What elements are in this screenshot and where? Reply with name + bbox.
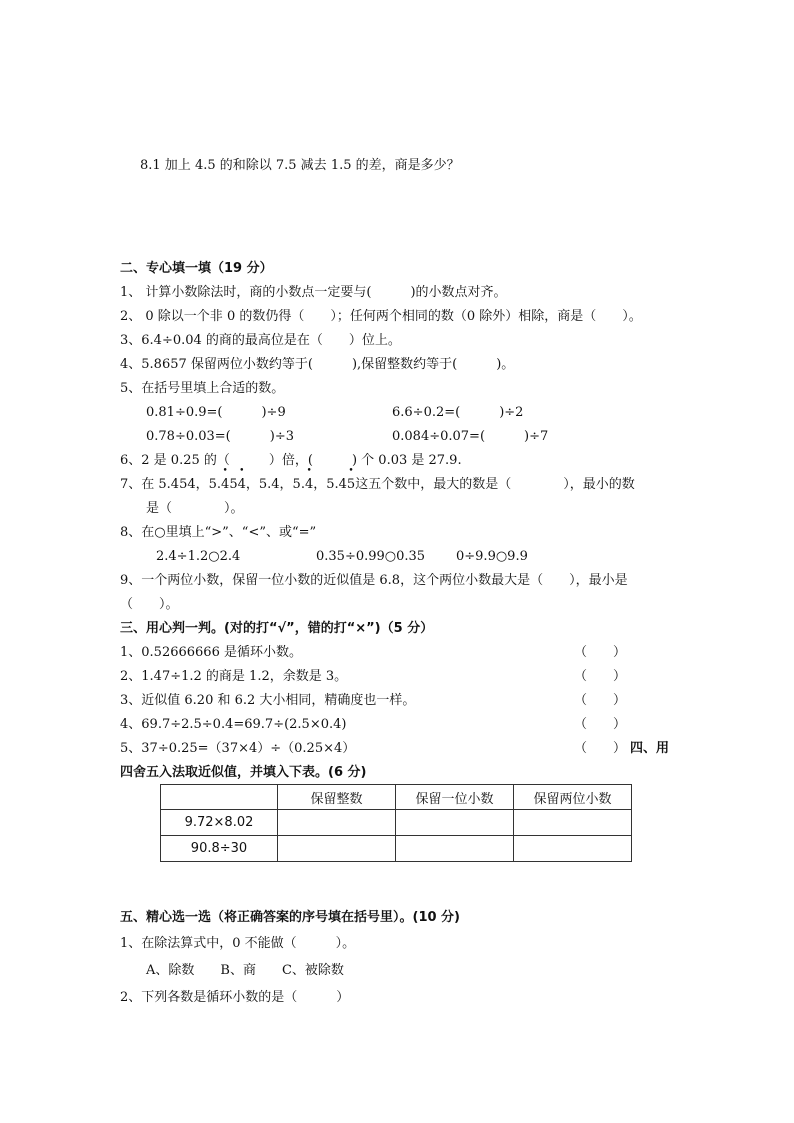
q7-prefix: 7、在 5.454，5. xyxy=(120,477,222,492)
s2-q5: 5、在括号里填上合适的数。 xyxy=(120,381,285,396)
s2-q5d: 0.084÷0.07=( )÷7 xyxy=(392,429,549,444)
section4-title: 四舍五入法取近似值，并填入下表。(6 分) xyxy=(120,765,367,780)
table-cell[interactable] xyxy=(278,836,396,862)
s2-q8: 8、在○里填上“>”、“<”、或“=” xyxy=(120,525,317,540)
q7-mid1: 5 xyxy=(229,477,238,492)
s2-q5a: 0.81÷0.9=( )÷9 xyxy=(146,405,286,420)
s3-bracket-3: （ ） xyxy=(574,693,627,708)
section3-title: 三、用心判一判。(对的打“√”，错的打“×”)（5 分） xyxy=(120,621,434,636)
s2-q5c: 0.78÷0.03=( )÷3 xyxy=(146,429,294,444)
table-cell[interactable] xyxy=(514,810,632,836)
table-cell[interactable] xyxy=(396,810,514,836)
q7-mid3: ，5.4 xyxy=(313,477,347,492)
table-header-cell: 保留一位小数 xyxy=(396,785,514,810)
s3-item-4: 4、69.7÷2.5÷0.4=69.7÷(2.5×0.4) xyxy=(120,717,347,732)
s3-bracket-5: （ ） xyxy=(574,741,627,756)
table-row xyxy=(161,810,632,836)
table-cell[interactable] xyxy=(514,836,632,862)
s2-q7 xyxy=(120,477,635,493)
repeating-digit: • 4 xyxy=(305,477,313,492)
s2-q6: 6、2 是 0.25 的（ ）倍，( ) 个 0.03 是 27.9. xyxy=(120,453,462,468)
table-cell[interactable] xyxy=(396,836,514,862)
section2-title: 二、专心填一填（19 分） xyxy=(120,261,273,276)
table-header-row xyxy=(161,785,632,810)
table-header-cell: 保留整数 xyxy=(278,785,396,810)
s3-bracket-4: （ ） xyxy=(574,717,627,732)
repeating-digit: • 4 xyxy=(221,477,229,492)
s2-q8c: 0÷9.9○9.9 xyxy=(456,549,528,564)
s2-q3: 3、6.4÷0.04 的商的最高位是在（ ）位上。 xyxy=(120,333,401,348)
s5-q1: 1、在除法算式中，0 不能做（ ）。 xyxy=(120,936,356,951)
s3-item-3: 3、近似值 6.20 和 6.2 大小相同，精确度也一样。 xyxy=(120,693,416,708)
s2-q2: 2、 0 除以一个非 0 的数仍得（ ）；任何两个相同的数（0 除外）相除，商是（ ）。 xyxy=(120,309,642,324)
table-cell: 9.72×8.02 xyxy=(161,810,278,836)
table-cell: 90.8÷30 xyxy=(161,836,278,862)
table-cell[interactable] xyxy=(278,810,396,836)
repeating-digit: • 4 xyxy=(238,477,246,492)
section5-title: 五、精心选一选（将正确答案的序号填在括号里）。(10 分) xyxy=(120,910,460,925)
q7-mid2: ，5.4，5. xyxy=(245,477,305,492)
s2-q8b: 0.35÷0.99○0.35 xyxy=(316,549,426,564)
s2-q5b: 6.6÷0.2=( )÷2 xyxy=(392,405,524,420)
repeating-digit: • 5 xyxy=(347,477,355,492)
s3-item-2: 2、1.47÷1.2 的商是 1.2，余数是 3。 xyxy=(120,669,348,684)
top-question: 8.1 加上 4.5 的和除以 7.5 减去 1.5 的差，商是多少？ xyxy=(140,158,460,173)
s2-q4: 4、5.8657 保留两位小数约等于( ),保留整数约等于( )。 xyxy=(120,357,515,372)
s5-q2: 2、下列各数是循环小数的是（ ） xyxy=(120,990,350,1005)
table-header-cell xyxy=(161,785,278,810)
s2-q9: 9、一个两位小数，保留一位小数的近似值是 6.8，这个两位小数最大是（ ），最小是 xyxy=(120,573,628,588)
table-header-cell: 保留两位小数 xyxy=(514,785,632,810)
s5-q1-options: A、除数 B、商 C、被除数 xyxy=(146,963,344,978)
section4-title-start: 四、用 xyxy=(630,741,670,756)
rounding-table xyxy=(160,784,632,862)
s2-q8a: 2.4÷1.2○2.4 xyxy=(156,549,241,564)
s2-q1: 1、 计算小数除法时，商的小数点一定要与( )的小数点对齐。 xyxy=(120,285,507,300)
s3-bracket-1: （ ） xyxy=(574,645,627,660)
s2-q7-line2: 是（ ）。 xyxy=(146,501,244,516)
table-row xyxy=(161,836,632,862)
q7-suffix: 这五个数中，最大的数是（ ），最小的数 xyxy=(355,477,635,492)
s3-item-1: 1、0.52666666 是循环小数。 xyxy=(120,645,302,660)
s3-item-5: 5、37÷0.25=（37×4）÷（0.25×4） xyxy=(120,741,356,756)
s2-q9-line2: （ ）。 xyxy=(120,597,179,612)
s3-bracket-2: （ ） xyxy=(574,669,627,684)
